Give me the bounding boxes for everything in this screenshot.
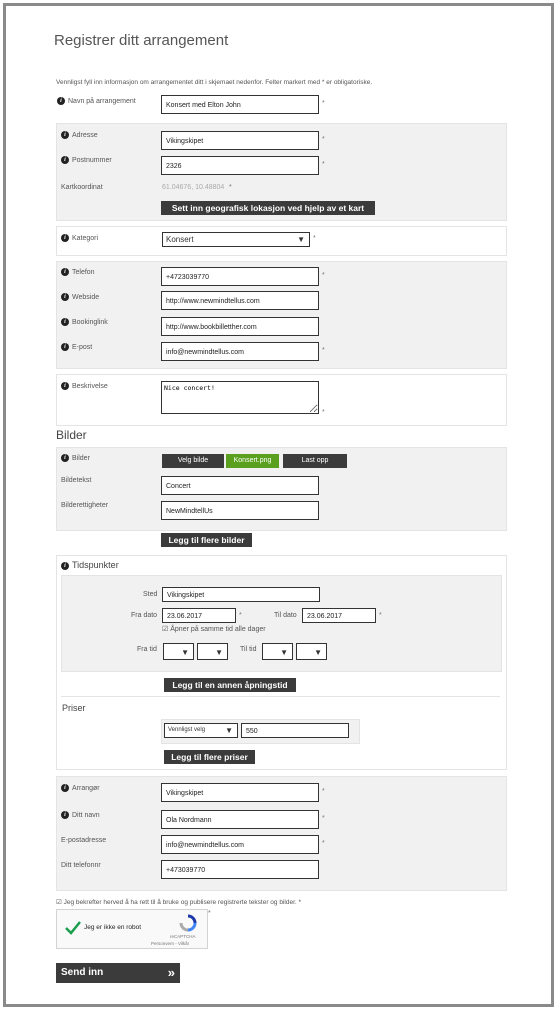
address-input[interactable]: Vikingskipet <box>161 131 319 150</box>
dropdown-arrow-icon: ▼ <box>314 648 322 657</box>
upload-button[interactable]: Last opp <box>283 454 347 468</box>
from-date-label: Fra dato <box>131 612 158 619</box>
from-time-minute-select[interactable] <box>197 643 228 660</box>
description-label: i Beskrivelse <box>61 382 108 390</box>
required-mark: * <box>322 100 325 107</box>
to-time-hour-select[interactable] <box>262 643 293 660</box>
info-icon: i <box>61 156 69 164</box>
place-label: Sted <box>143 591 158 598</box>
price-type-value: Vennligst velg <box>168 727 206 733</box>
info-icon: i <box>61 811 69 819</box>
required-mark: * <box>322 815 325 822</box>
org-phone-label: Ditt telefonnr <box>61 862 101 869</box>
selected-file-name: Konsert.png <box>226 454 279 468</box>
required-mark: * <box>322 272 325 279</box>
booking-label: i Bookinglink <box>61 318 108 326</box>
required-mark: * <box>379 612 382 619</box>
info-icon: i <box>61 784 69 792</box>
images-label: i Bilder <box>61 454 90 462</box>
booking-input[interactable]: http://www.bookbilletther.com <box>161 317 319 336</box>
rights-label: Bilderettigheter <box>61 502 109 509</box>
info-icon: i <box>61 268 69 276</box>
recaptcha-logo-icon <box>179 914 197 932</box>
dropdown-arrow-icon: ▼ <box>181 648 189 657</box>
org-email-label: E-postadresse <box>61 837 107 844</box>
event-name-label: i Navn på arrangement <box>57 97 136 105</box>
to-time-minute-select[interactable] <box>296 643 327 660</box>
dropdown-arrow-icon: ▼ <box>225 726 233 735</box>
checkbox-checked-icon: ☑ <box>56 899 62 906</box>
required-mark: * <box>322 347 325 354</box>
info-icon: i <box>61 318 69 326</box>
map-location-button[interactable]: Sett inn geografisk lokasjon ved hjelp av et kart <box>161 201 375 215</box>
dropdown-arrow-icon: ▼ <box>280 648 288 657</box>
category-select[interactable] <box>162 232 310 247</box>
rights-input[interactable]: NewMindtellUs <box>161 501 319 520</box>
submit-button[interactable] <box>56 963 180 983</box>
consent-checkbox[interactable]: ☑ Jeg bekrefter herved å ha rett til å bruke og publisere registrerte tekster og bilder. * <box>56 899 302 906</box>
submit-label: Send inn <box>61 967 104 978</box>
to-date-input[interactable]: 23.06.2017 <box>302 608 376 623</box>
recaptcha-brand: reCAPTCHA <box>170 934 196 939</box>
price-type-select[interactable] <box>164 723 238 738</box>
postal-label: i Postnummer <box>61 156 112 164</box>
prices-heading: Priser <box>62 703 86 713</box>
your-name-input[interactable]: Ola Nordmann <box>161 810 319 829</box>
info-icon: i <box>61 234 69 242</box>
required-mark: * <box>229 184 232 191</box>
same-time-checkbox[interactable]: ☑ Åpner på samme tid alle dager <box>162 626 266 633</box>
info-icon: i <box>61 454 69 462</box>
info-icon: i <box>57 97 65 105</box>
required-mark: * <box>322 409 325 416</box>
address-label: i Adresse <box>61 131 98 139</box>
from-time-label: Fra tid <box>137 646 157 653</box>
times-heading: i Tidspunkter <box>61 560 119 570</box>
divider <box>61 696 500 697</box>
info-icon: i <box>61 343 69 351</box>
required-mark: * <box>322 788 325 795</box>
website-input[interactable]: http://www.newmindtellus.com <box>161 291 319 310</box>
postal-input[interactable]: 2326 <box>161 156 319 175</box>
double-chevron-right-icon: » <box>167 965 175 980</box>
info-icon: i <box>61 293 69 301</box>
add-opening-time-button[interactable]: Legg til en annen åpningstid <box>164 678 296 692</box>
info-icon: i <box>61 131 69 139</box>
choose-image-button[interactable]: Velg bilde <box>162 454 224 468</box>
intro-text: Vennligst fyll inn informasjon om arrangementet ditt i skjemaet nedenfor. Felter markert med * er obligatoriske. <box>56 79 373 86</box>
checkbox-checked-icon: ☑ <box>162 626 169 633</box>
recaptcha-links[interactable]: Personvern - Vilkår <box>151 941 190 946</box>
caption-label: Bildetekst <box>61 477 92 484</box>
category-select-value: Konsert <box>166 235 194 244</box>
email-input[interactable]: info@newmindtellus.com <box>161 342 319 361</box>
images-heading: Bilder <box>56 428 87 442</box>
required-mark: * <box>322 161 325 168</box>
dropdown-arrow-icon: ▼ <box>215 648 223 657</box>
organizer-input[interactable]: Vikingskipet <box>161 783 319 802</box>
checkmark-icon <box>65 921 81 935</box>
org-phone-input[interactable]: +473039770 <box>161 860 319 879</box>
add-more-images-button[interactable]: Legg til flere bilder <box>161 533 252 547</box>
required-mark: * <box>208 910 211 917</box>
info-icon: i <box>61 382 69 390</box>
to-time-label: Til tid <box>240 646 257 653</box>
recaptcha-label: Jeg er ikke en robot <box>84 924 142 931</box>
from-time-hour-select[interactable] <box>163 643 194 660</box>
to-date-label: Til dato <box>274 612 297 619</box>
recaptcha-widget[interactable] <box>56 909 208 949</box>
dropdown-arrow-icon: ▼ <box>297 235 305 244</box>
required-mark: * <box>322 840 325 847</box>
add-more-prices-button[interactable]: Legg til flere priser <box>164 750 255 764</box>
email-label: i E-post <box>61 343 92 351</box>
caption-input[interactable]: Concert <box>161 476 319 495</box>
your-name-label: i Ditt navn <box>61 811 100 819</box>
coord-value: 61.04676, 10.48804 <box>162 184 225 191</box>
from-date-input[interactable]: 23.06.2017 <box>162 608 236 623</box>
event-name-input[interactable]: Konsert med Elton John <box>161 95 319 114</box>
category-label: i Kategori <box>61 234 98 242</box>
price-amount-input[interactable]: 550 <box>241 723 349 738</box>
place-input[interactable]: Vikingskipet <box>162 587 320 602</box>
info-icon: i <box>61 562 69 570</box>
phone-input[interactable]: +4723039770 <box>161 267 319 286</box>
required-mark: * <box>322 136 325 143</box>
description-textarea[interactable] <box>161 381 319 414</box>
page-title: Registrer ditt arrangement <box>54 32 229 49</box>
website-label: i Webside <box>61 293 99 301</box>
coord-label: Kartkoordinat <box>61 184 103 191</box>
phone-label: i Telefon <box>61 268 95 276</box>
required-mark: * <box>313 235 316 242</box>
required-mark: * <box>239 612 242 619</box>
organizer-label: i Arrangør <box>61 784 100 792</box>
org-email-input[interactable]: info@newmindtellus.com <box>161 835 319 854</box>
